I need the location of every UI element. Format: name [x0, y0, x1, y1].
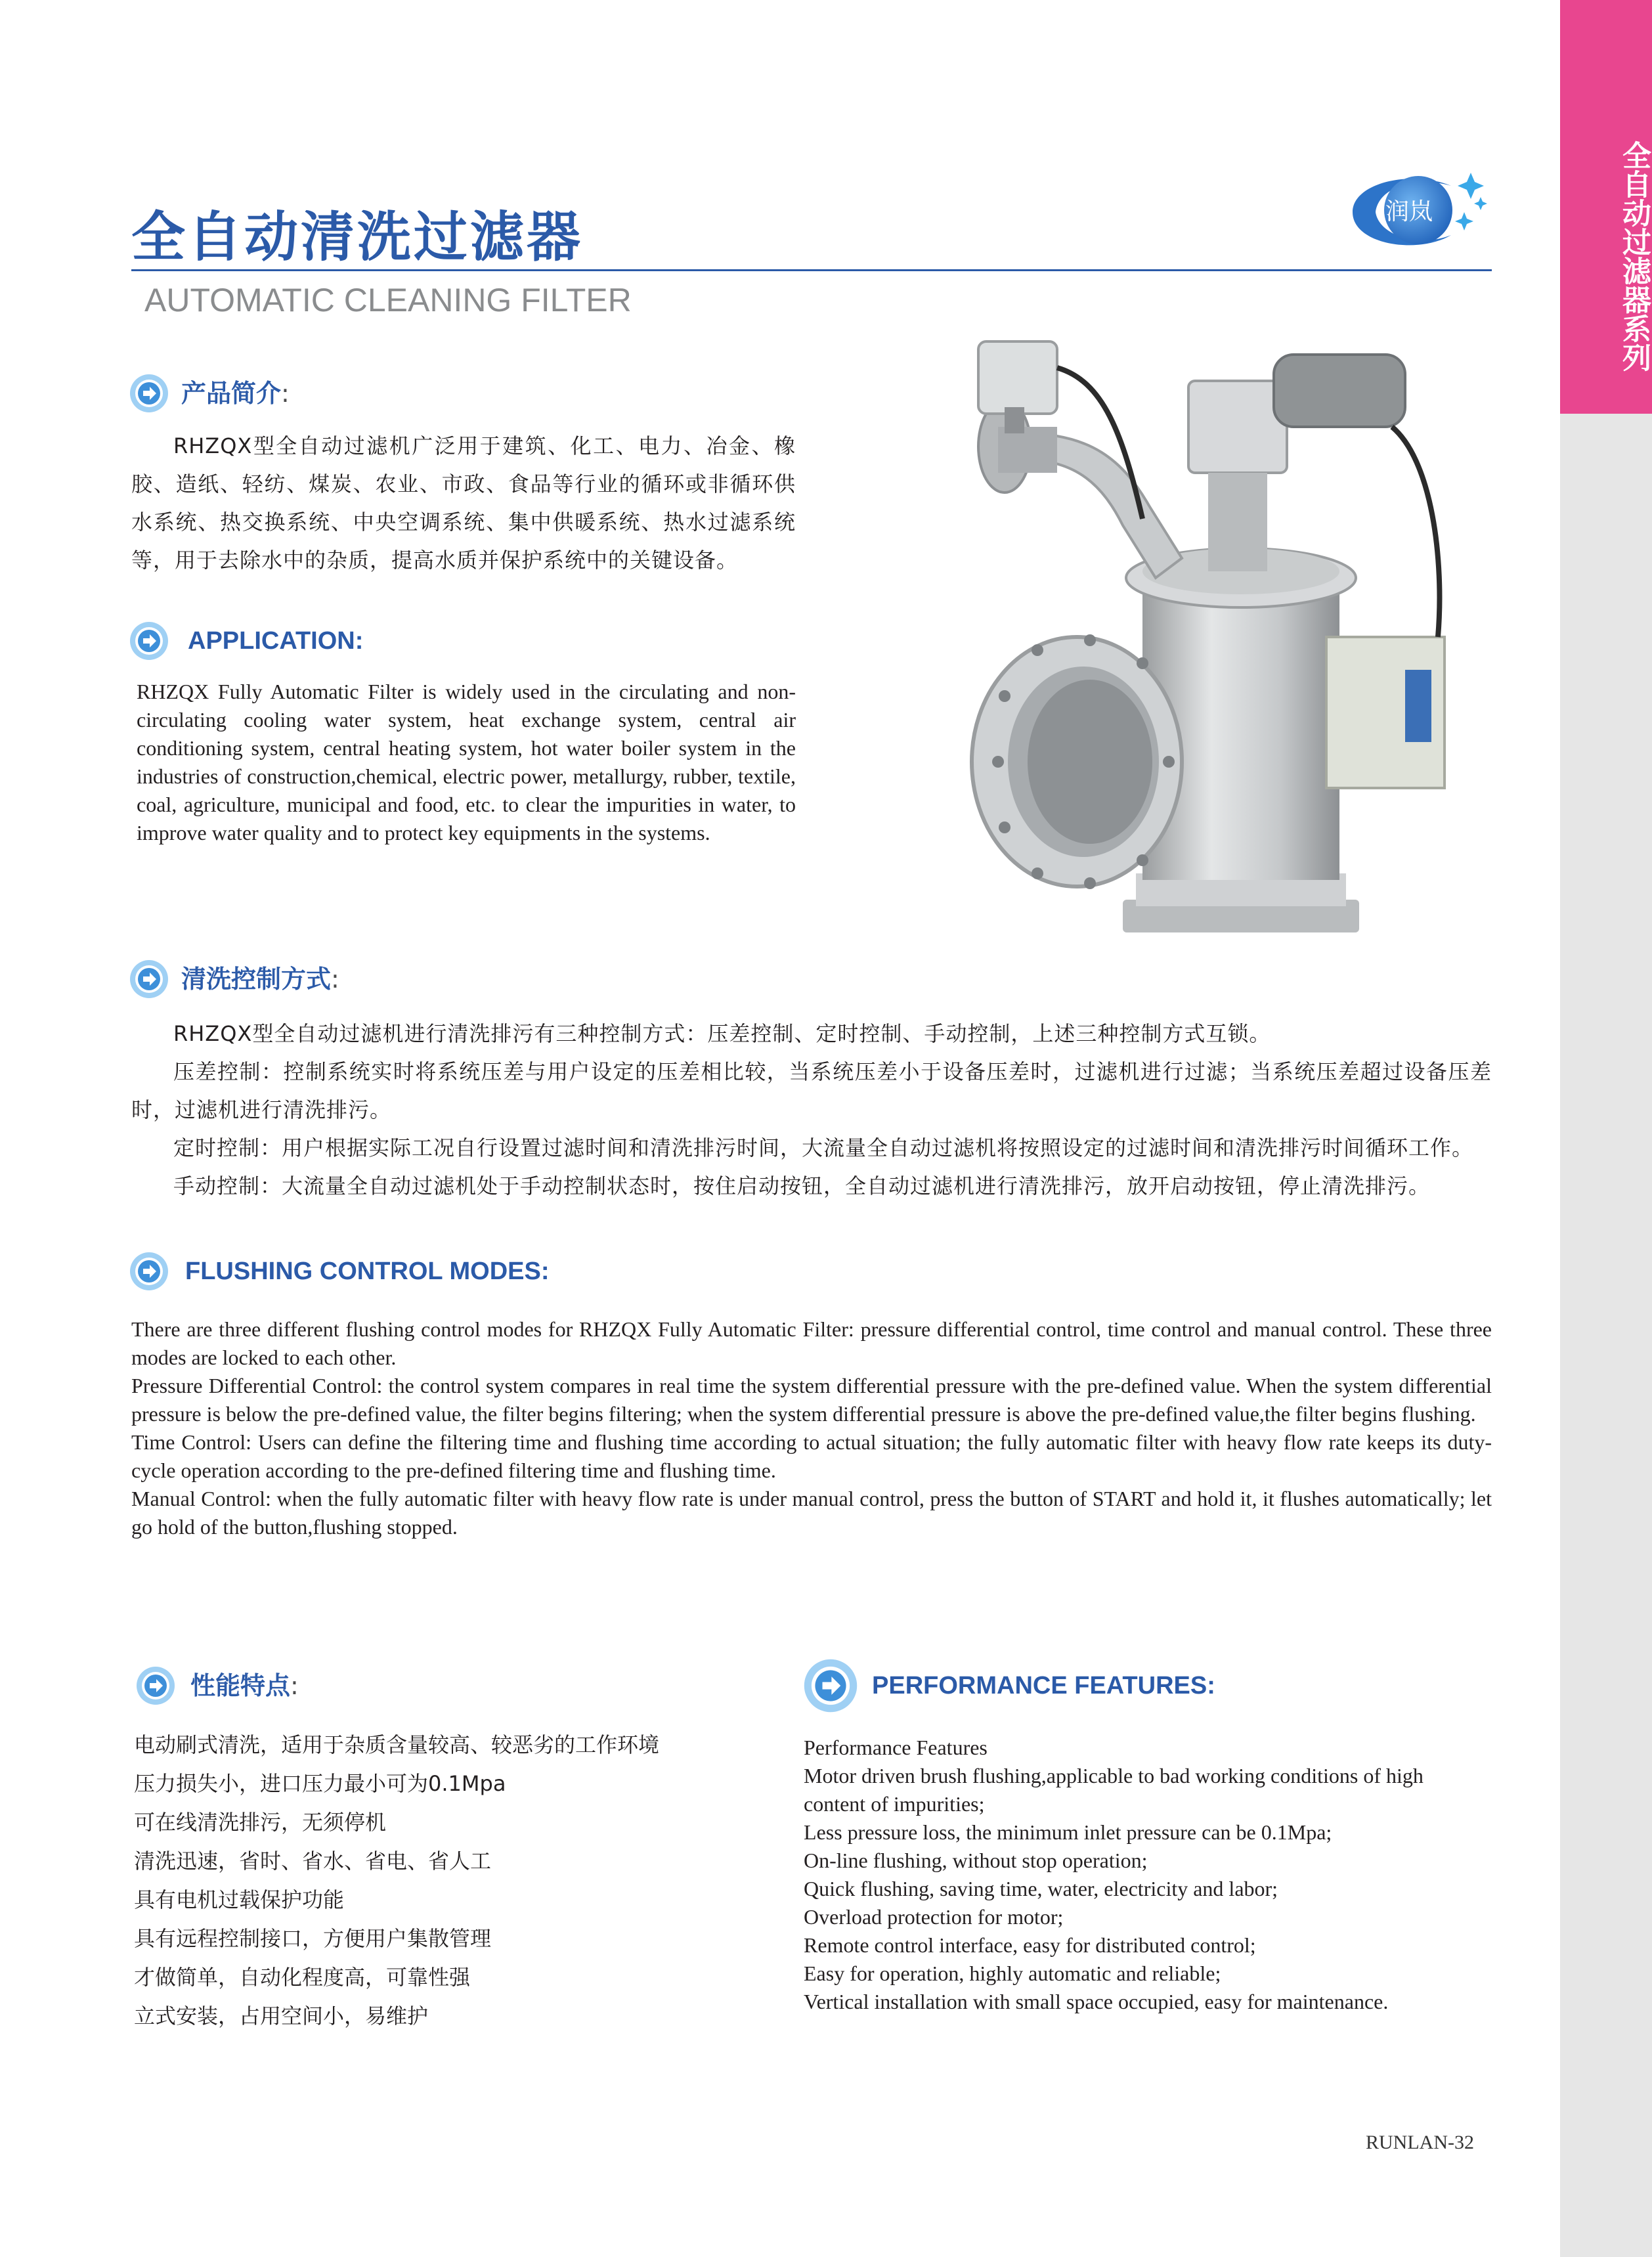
list-item: Performance Features	[804, 1736, 988, 1759]
arrow-circle-icon	[129, 1251, 169, 1292]
arrow-circle-icon	[129, 621, 169, 661]
intro-heading: 产品简介:	[181, 379, 290, 408]
list-item: 具有远程控制接口，方便用户集散管理	[134, 1926, 492, 1951]
control-en-paragraph: Time Control: Users can define the filtering time and flushing time according to actual situation; the fully automatic filter with heavy flow rate keeps its duty-cycle operation according to the pre-defined filtering time and flushing time.	[131, 1430, 1492, 1482]
list-item: On-line flushing, without stop operation;	[804, 1849, 1148, 1872]
application-heading: APPLICATION:	[188, 627, 364, 655]
list-item: 可在线清洗排污，无须停机	[134, 1810, 387, 1835]
list-item: 压力损失小，进口压力最小可为0.1Mpa	[134, 1771, 506, 1796]
list-item: Remote control interface, easy for distributed control;	[804, 1933, 1256, 1957]
arrow-circle-icon	[129, 373, 169, 414]
control-en-paragraph: Manual Control: when the fully automatic filter with heavy flow rate is under manual control, press the button of START and hold it, it flushes automatically; let go hold of the button,flushing stopped.	[131, 1487, 1492, 1539]
control-cn-paragraph: 手动控制：大流量全自动过滤机处于手动控制状态时，按住启动按钮，全自动过滤机进行清洗排污，放开启动按钮，停止清洗排污。	[173, 1173, 1431, 1198]
application-text: RHZQX Fully Automatic Filter is widely used in the circulating and non-circulating cooling water system, heat exchange system, central air conditioning system, central heating system, hot water boiler system in the industries of construction,chemical, electric power, metallurgy, rubber, textile, coal, agriculture, municipal and food, etc. to clear the impurities in water, to improve water quality and to protect key equipments in the systems.	[137, 680, 796, 844]
page-title-cn: 全自动清洗过滤器	[131, 206, 584, 269]
list-item: Motor driven brush flushing,applicable to bad working conditions of high content of impurities;	[804, 1764, 1424, 1816]
features-cn-heading: 性能特点:	[190, 1671, 299, 1700]
list-item: 立式安装，占用空间小，易维护	[134, 2004, 429, 2028]
list-item: Less pressure loss, the minimum inlet pressure can be 0.1Mpa;	[804, 1820, 1332, 1844]
control-cn-paragraph: 压差控制：控制系统实时将系统压差与用户设定的压差相比较，当系统压差小于设备压差时，过滤机进行过滤；当系统压差超过设备压差时，过滤机进行清洗排污。	[131, 1059, 1492, 1122]
control-cn-paragraph: RHZQX型全自动过滤机进行清洗排污有三种控制方式：压差控制、定时控制、手动控制，上述三种控制方式互锁。	[173, 1021, 1271, 1046]
control-en-paragraph: Pressure Differential Control: the control system compares in real time the system differential pressure with the pre-defined value. When the system differential pressure is below the pre-defined value, the filter begins filtering; when the system differential pressure is above the pre-defined value,the filter begins flushing.	[131, 1374, 1492, 1426]
arrow-circle-icon	[802, 1657, 859, 1714]
list-item: Overload protection for motor;	[804, 1905, 1064, 1929]
list-item: 才做简单，自动化程度高，可靠性强	[134, 1965, 471, 1990]
page-title-en: AUTOMATIC CLEANING FILTER	[144, 282, 632, 318]
list-item: Easy for operation, highly automatic and reliable;	[804, 1961, 1221, 1985]
title-divider	[131, 269, 1492, 271]
control-en-heading: FLUSHING CONTROL MODES:	[185, 1258, 550, 1285]
control-cn-text	[131, 1015, 1492, 1205]
features-cn-list	[134, 1726, 791, 2036]
list-item: Vertical installation with small space occupied, easy for maintenance.	[804, 1990, 1389, 2013]
list-item: 具有电机过载保护功能	[134, 1887, 345, 1912]
control-cn-paragraph: 定时控制：用户根据实际工况自行设置过滤时间和清洗排污时间，大流量全自动过滤机将按照设定的过滤时间和清洗排污时间循环工作。	[173, 1135, 1474, 1160]
arrow-circle-icon	[129, 959, 169, 999]
sidebar-series-label: 全自动过滤器系列	[1617, 141, 1651, 372]
list-item: 清洗迅速，省时、省水、省电、省人工	[134, 1849, 492, 1874]
arrow-circle-icon	[135, 1665, 176, 1706]
features-en-list	[804, 1734, 1487, 2016]
control-en-paragraph: There are three different flushing control modes for RHZQX Fully Automatic Filter: pressure differential control, time control and manual control. These three modes are locked to each other.	[131, 1317, 1492, 1369]
intro-text: RHZQX型全自动过滤机广泛用于建筑、化工、电力、冶金、橡胶、造纸、轻纺、煤炭、农业、市政、食品等行业的循环或非循环供水系统、热交换系统、中央空调系统、集中供暖系统、热水过滤系统等，用于去除水中的杂质，提高水质并保护系统中的关键设备。	[131, 433, 796, 573]
logo-text: 润岚	[1385, 198, 1433, 225]
features-en-heading: PERFORMANCE FEATURES:	[872, 1672, 1215, 1699]
control-cn-heading: 清洗控制方式:	[181, 965, 339, 994]
list-item: 电动刷式清洗，适用于杂质含量较高、较恶劣的工作环境	[134, 1732, 660, 1757]
page-number: RUNLAN-32	[1366, 2132, 1474, 2153]
control-en-text	[131, 1315, 1492, 1541]
filter-product-photo	[906, 328, 1471, 985]
list-item: Quick flushing, saving time, water, electricity and labor;	[804, 1877, 1278, 1900]
